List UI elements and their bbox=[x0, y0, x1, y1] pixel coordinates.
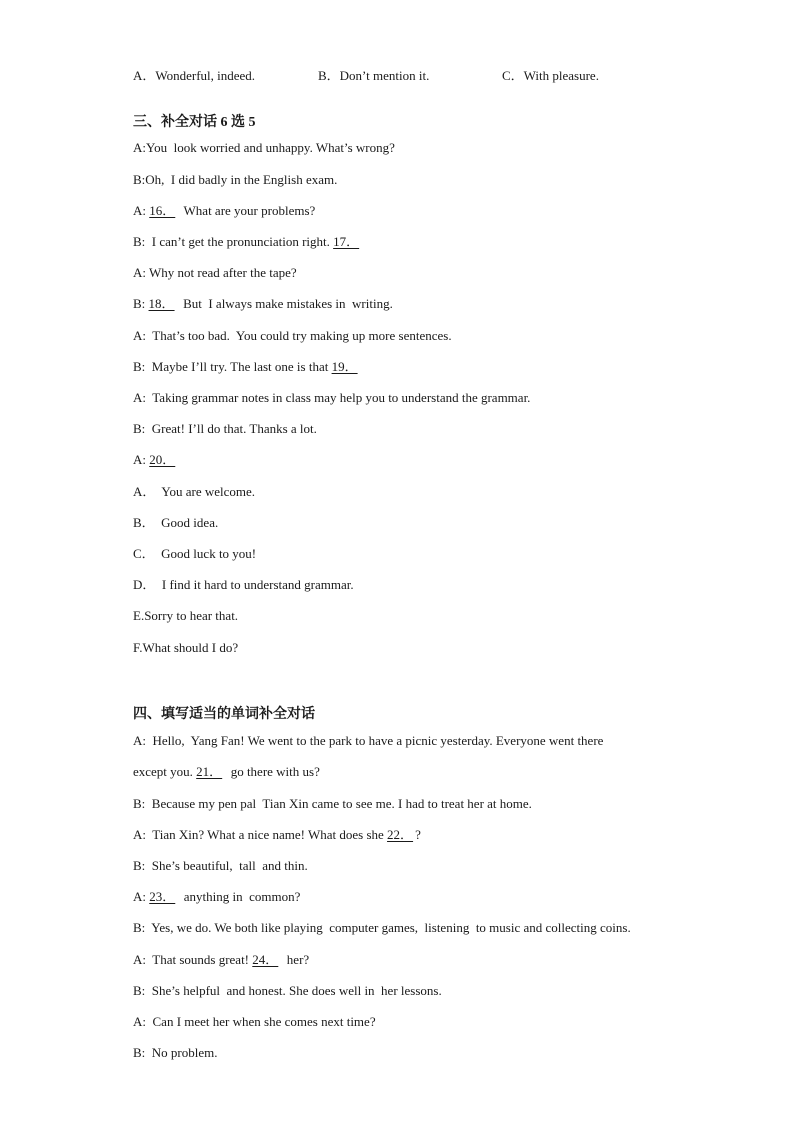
section3-choice-option: B． Good idea. bbox=[133, 515, 219, 530]
section4-dialog-line bbox=[133, 857, 308, 875]
option-a: A．Wonderful, indeed. bbox=[133, 68, 256, 83]
dialog-text: A: Taking grammar notes in class may help you to understand the grammar. bbox=[133, 390, 531, 405]
dialog-text-after-blank: anything in common? bbox=[177, 889, 301, 904]
dialog-text-after-blank: go there with us? bbox=[224, 764, 320, 779]
dialog-text: A: Hello, Yang Fan! We went to the park to have a picnic yesterday. Everyone went there bbox=[133, 733, 604, 748]
section3-heading: 三、补全对话 6 选 5 bbox=[133, 115, 256, 130]
section3-choice-option: A． You are welcome. bbox=[133, 484, 256, 499]
dialog-text: B: No problem. bbox=[133, 1045, 218, 1060]
section3-dialog-line bbox=[133, 295, 393, 313]
section4-dialog-line bbox=[133, 826, 421, 844]
section3-dialog-line bbox=[133, 358, 360, 376]
section3-dialog-line bbox=[133, 389, 530, 407]
option-c: C．With pleasure. bbox=[502, 68, 599, 83]
section3-dialog-line bbox=[133, 233, 361, 251]
section4-dialog-line bbox=[133, 795, 532, 813]
answer-blank[interactable]: 17． bbox=[333, 234, 360, 249]
section3-choice-option: E.Sorry to hear that. bbox=[133, 608, 239, 623]
dialog-text-after-blank: ? bbox=[415, 827, 421, 842]
section3-dialog-line bbox=[133, 264, 297, 282]
answer-blank[interactable]: 20． bbox=[149, 452, 176, 467]
dialog-text-after-blank: What are your problems? bbox=[177, 203, 316, 218]
section4-heading: 四、填写适当的单词补全对话 bbox=[133, 707, 315, 722]
dialog-text: B: I can’t get the pronunciation right. bbox=[133, 234, 334, 249]
section3-choice-option: F.What should I do? bbox=[133, 640, 239, 655]
section4-dialog-line bbox=[133, 732, 603, 750]
dialog-text: A: That sounds great! bbox=[133, 952, 253, 967]
section3-dialog-line bbox=[133, 420, 317, 438]
answer-blank[interactable]: 16． bbox=[149, 203, 176, 218]
dialog-text: A: bbox=[133, 452, 150, 467]
section4-dialog-line bbox=[133, 888, 300, 906]
section3-dialog-line bbox=[133, 327, 452, 345]
section3-choice-option: D． I find it hard to understand grammar. bbox=[133, 577, 354, 592]
dialog-text: A: Can I meet her when she comes next time? bbox=[133, 1014, 376, 1029]
section4-dialog-line bbox=[133, 982, 442, 1000]
section4-dialog-line bbox=[133, 1044, 218, 1062]
section3-dialog-line bbox=[133, 451, 177, 469]
dialog-text: B: Yes, we do. We both like playing computer games, listening to music and collecting coins. bbox=[133, 920, 631, 935]
section4-dialog-line bbox=[133, 763, 320, 781]
dialog-text: B: She’s helpful and honest. She does well in her lessons. bbox=[133, 983, 442, 998]
section4-dialog-line bbox=[133, 951, 309, 969]
section3-dialog-line bbox=[133, 139, 395, 157]
dialog-text: A: That’s too bad. You could try making up more sentences. bbox=[133, 328, 452, 343]
dialog-text: A: bbox=[133, 889, 150, 904]
dialog-text: B:Oh, I did badly in the English exam. bbox=[133, 172, 338, 187]
dialog-text: B: bbox=[133, 296, 149, 311]
option-b: B．Don’t mention it. bbox=[318, 68, 430, 83]
dialog-text: except you. bbox=[133, 764, 197, 779]
dialog-text-after-blank: But I always make mistakes in writing. bbox=[176, 296, 393, 311]
answer-blank[interactable]: 18． bbox=[148, 296, 175, 311]
dialog-text: B: Maybe I’ll try. The last one is that bbox=[133, 359, 332, 374]
section3-dialog-line bbox=[133, 171, 337, 189]
dialog-text-after-blank: her? bbox=[280, 952, 310, 967]
dialog-text: A:You look worried and unhappy. What’s wrong? bbox=[133, 140, 395, 155]
answer-blank[interactable]: 23． bbox=[149, 889, 176, 904]
dialog-text: B: Great! I’ll do that. Thanks a lot. bbox=[133, 421, 317, 436]
dialog-text: A: bbox=[133, 203, 150, 218]
dialog-text: B: She’s beautiful, tall and thin. bbox=[133, 858, 308, 873]
section4-dialog-line bbox=[133, 1013, 376, 1031]
section3-dialog-line bbox=[133, 202, 315, 220]
answer-blank[interactable]: 24． bbox=[252, 952, 279, 967]
answer-blank[interactable]: 21． bbox=[196, 764, 223, 779]
dialog-text: A: Why not read after the tape? bbox=[133, 265, 297, 280]
section3-choice-option: C． Good luck to you! bbox=[133, 546, 257, 561]
dialog-text: A: Tian Xin? What a nice name! What does she bbox=[133, 827, 388, 842]
answer-blank[interactable]: 22． bbox=[387, 827, 414, 842]
answer-blank[interactable]: 19． bbox=[331, 359, 358, 374]
dialog-text: B: Because my pen pal Tian Xin came to see me. I had to treat her at home. bbox=[133, 796, 532, 811]
section4-dialog-line bbox=[133, 919, 631, 937]
